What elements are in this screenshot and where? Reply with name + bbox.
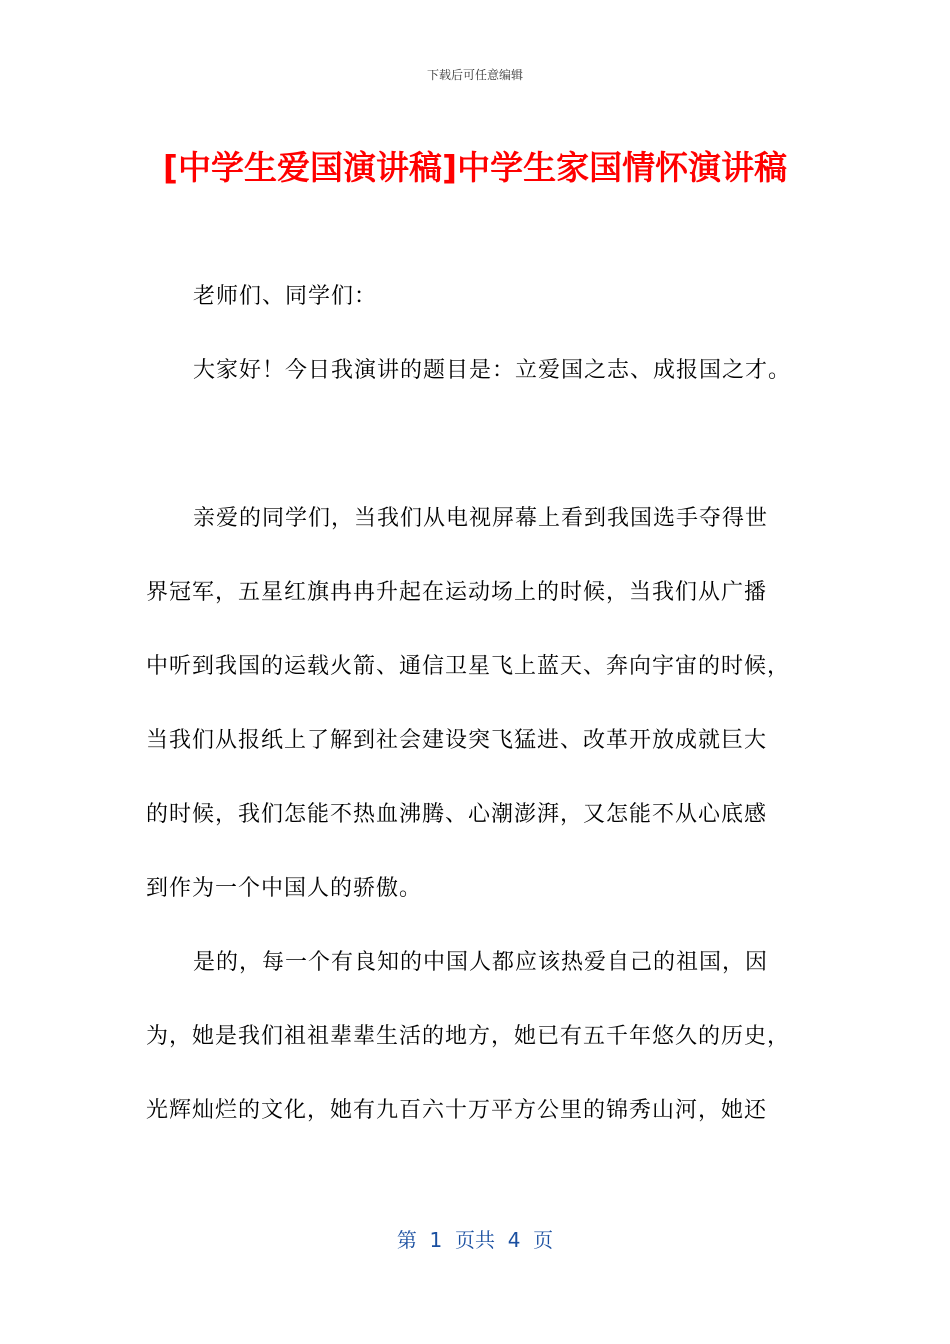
greeting-block bbox=[146, 260, 816, 408]
paragraph-2-line: 是的，每一个有良知的中国人都应该热爱自己的祖国，因 bbox=[193, 950, 769, 975]
paragraph-1-line: 中听到我国的运载火箭、通信卫星飞上蓝天、奔向宇宙的时候， bbox=[146, 654, 791, 679]
header-note: 下载后可任意编辑 bbox=[426, 68, 523, 82]
paragraph-1-line: 到作为一个中国人的骄傲。 bbox=[146, 876, 423, 901]
paragraph-2-line: 光辉灿烂的文化，她有九百六十万平方公里的锦秀山河，她还 bbox=[146, 1098, 768, 1123]
paragraph-1 bbox=[146, 482, 816, 1148]
paragraph-1-line: 亲爱的同学们，当我们从电视屏幕上看到我国选手夺得世 bbox=[193, 506, 769, 531]
paragraph-2-line: 为，她是我们祖祖辈辈生活的地方，她已有五千年悠久的历史， bbox=[146, 1024, 791, 1049]
paragraph-1-line: 界冠军，五星红旗冉冉升起在运动场上的时候，当我们从广播 bbox=[146, 580, 768, 605]
document-title: [中学生爱国演讲稿]中学生家国情怀演讲稿 bbox=[162, 148, 788, 187]
page-footer: 第 1 页共 4 页 bbox=[396, 1228, 554, 1252]
paragraph-1-line: 的时候，我们怎能不热血沸腾、心潮澎湃，又怎能不从心底感 bbox=[146, 802, 768, 827]
paragraph-1-line: 当我们从报纸上了解到社会建设突飞猛进、改革开放成就巨大 bbox=[146, 728, 768, 753]
greeting-line: 老师们、同学们： bbox=[193, 284, 378, 309]
intro-line: 大家好！今日我演讲的题目是：立爱国之志、成报国之才。 bbox=[193, 358, 792, 383]
